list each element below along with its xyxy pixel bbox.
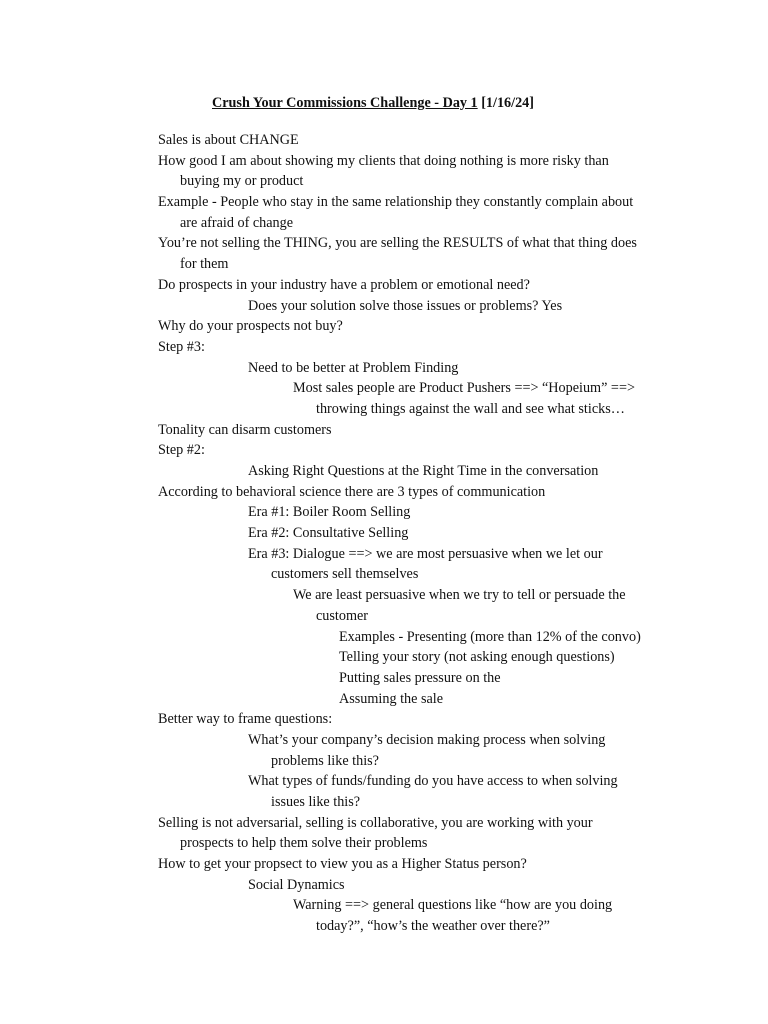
body-line: Telling your story (not asking enough questions)	[339, 649, 615, 666]
body-line: You’re not selling the THING, you are selling the RESULTS of what that thing does	[158, 235, 637, 252]
body-line: for them	[180, 256, 229, 273]
body-line: Selling is not adversarial, selling is collaborative, you are working with your	[158, 814, 593, 831]
document-title-text: Crush Your Commissions Challenge - Day 1	[212, 95, 478, 111]
body-line: Why do your prospects not buy?	[158, 318, 343, 335]
body-line: Step #2:	[158, 442, 205, 459]
document-title-date: [1/16/24]	[477, 95, 535, 111]
body-line: According to behavioral science there are 3 types of communication	[158, 483, 546, 500]
body-line: Do prospects in your industry have a problem or emotional need?	[158, 276, 530, 293]
body-line: Step #3:	[158, 338, 205, 355]
body-line: Tonality can disarm customers	[158, 421, 332, 438]
body-line: Sales is about CHANGE	[158, 132, 299, 148]
body-line: are afraid of change	[180, 214, 294, 231]
body-line: Social Dynamics	[248, 876, 345, 893]
body-line: problems like this?	[271, 752, 379, 769]
body-line: How good I am about showing my clients that doing nothing is more risky than	[158, 152, 609, 169]
body-line: Era #2: Consultative Selling	[248, 525, 409, 542]
body-line: buying my or product	[180, 173, 304, 190]
body-line: Example - People who stay in the same relationship they constantly complain about	[158, 194, 634, 211]
body-line: Does your solution solve those issues or problems? Yes	[248, 297, 563, 314]
body-line: What types of funds/funding do you have access to when solving	[248, 773, 618, 790]
body-line: Better way to frame questions:	[158, 711, 333, 728]
body-line: Era #1: Boiler Room Selling	[248, 504, 411, 521]
body-line: prospects to help them solve their problems	[180, 835, 428, 852]
document-body	[158, 130, 678, 937]
body-line: Putting sales pressure on the	[339, 669, 501, 686]
body-line: Warning ==> general questions like “how are you doing	[293, 897, 613, 914]
body-line: Need to be better at Problem Finding	[248, 359, 459, 376]
body-line: Examples - Presenting (more than 12% of the convo)	[339, 628, 641, 645]
body-line: Most sales people are Product Pushers ==> “Hopeium” ==>	[293, 380, 635, 397]
body-line: We are least persuasive when we try to tell or persuade the	[293, 587, 626, 604]
body-line: issues like this?	[271, 794, 361, 810]
body-line: Assuming the sale	[339, 690, 444, 707]
body-line: today?”, “how’s the weather over there?”	[316, 918, 550, 935]
document-title	[212, 93, 534, 113]
body-line: customer	[316, 607, 369, 624]
body-line: What’s your company’s decision making process when solving	[248, 731, 606, 748]
body-line: customers sell themselves	[271, 566, 419, 583]
body-line: throwing things against the wall and see what sticks…	[316, 400, 625, 417]
body-line: How to get your propsect to view you as a Higher Status person?	[158, 856, 527, 873]
body-line: Asking Right Questions at the Right Time in the conversation	[248, 463, 599, 479]
body-line: Era #3: Dialogue ==> we are most persuasive when we let our	[248, 545, 603, 562]
